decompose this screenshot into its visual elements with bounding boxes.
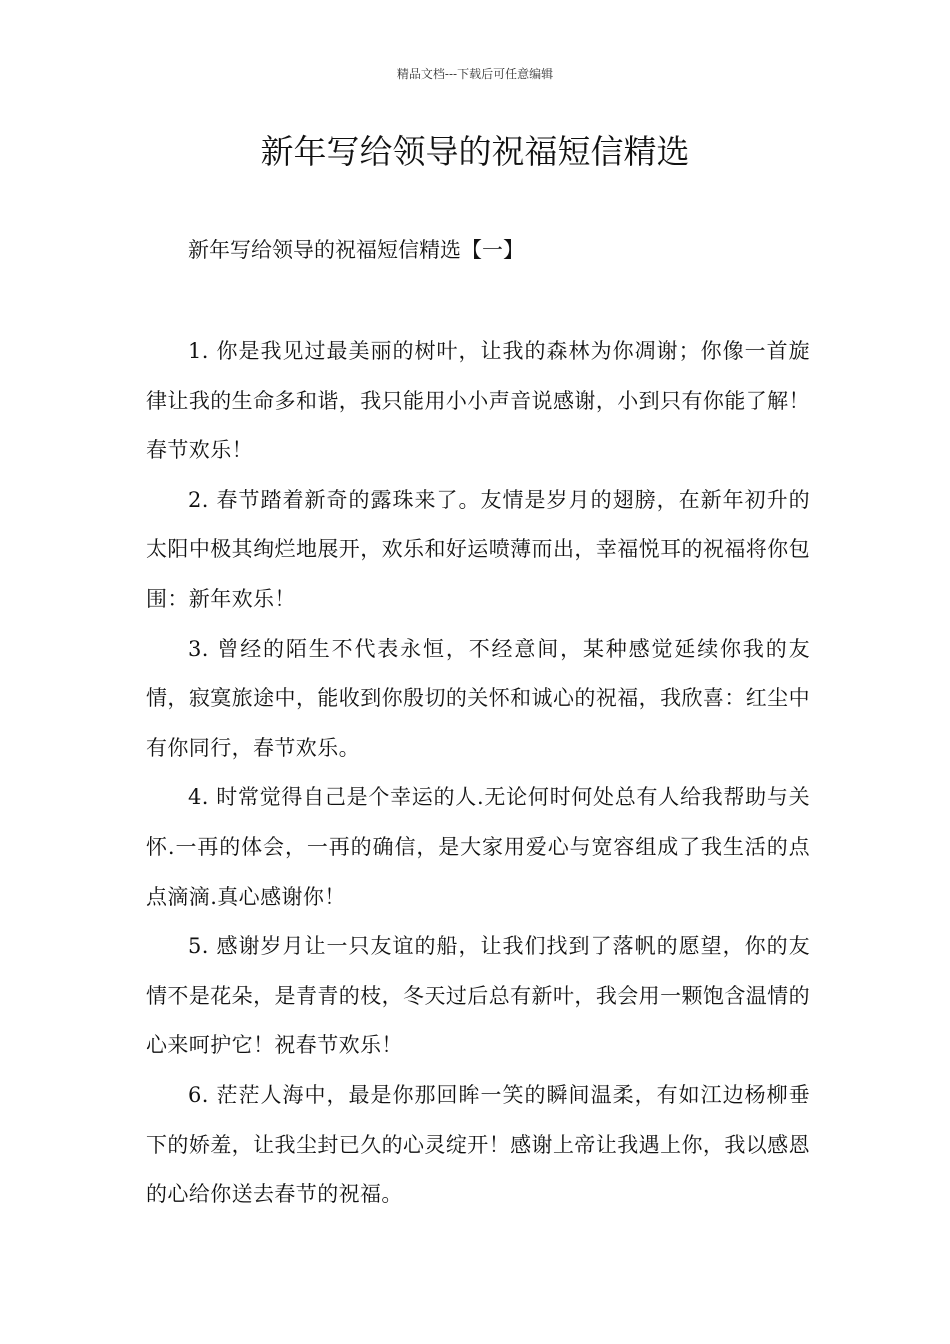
header-note: 精品文档---下载后可任意编辑 [396,67,554,81]
paragraph-4: 4. 时常觉得自己是个幸运的人.无论何时何处总有人给我帮助与关怀.一再的体会，一再的确信，是大家用爱心与宽容组成了我生活的点点滴滴.真心感谢你！ [146,785,810,909]
document-body [146,327,810,1220]
paragraph-1: 1. 你是我见过最美丽的树叶，让我的森林为你凋谢；你像一首旋律让我的生命多和谐，我只能用小小声音说感谢，小到只有你能了解！春节欢乐！ [146,339,810,463]
paragraph-6: 6. 茫茫人海中，最是你那回眸一笑的瞬间温柔，有如江边杨柳垂下的娇羞，让我尘封已久的心灵绽开！感谢上帝让我遇上你，我以感恩的心给你送去春节的祝福。 [146,1082,810,1207]
document-title: 新年写给领导的祝福短信精选 [260,132,690,171]
paragraph-2: 2. 春节踏着新奇的露珠来了。友情是岁月的翅膀，在新年初升的太阳中极其绚烂地展开，欢乐和好运喷薄而出，幸福悦耳的祝福将你包围：新年欢乐！ [146,487,810,611]
section-title: 新年写给领导的祝福短信精选【一】 [188,238,524,262]
paragraph-5: 5. 感谢岁月让一只友谊的船，让我们找到了落帆的愿望，你的友情不是花朵，是青青的枝，冬天过后总有新叶，我会用一颗饱含温情的心来呵护它！祝春节欢乐！ [146,934,810,1058]
paragraph-3: 3. 曾经的陌生不代表永恒，不经意间，某种感觉延续你我的友情，寂寞旅途中，能收到你殷切的关怀和诚心的祝福，我欣喜：红尘中有你同行，春节欢乐。 [146,636,810,760]
